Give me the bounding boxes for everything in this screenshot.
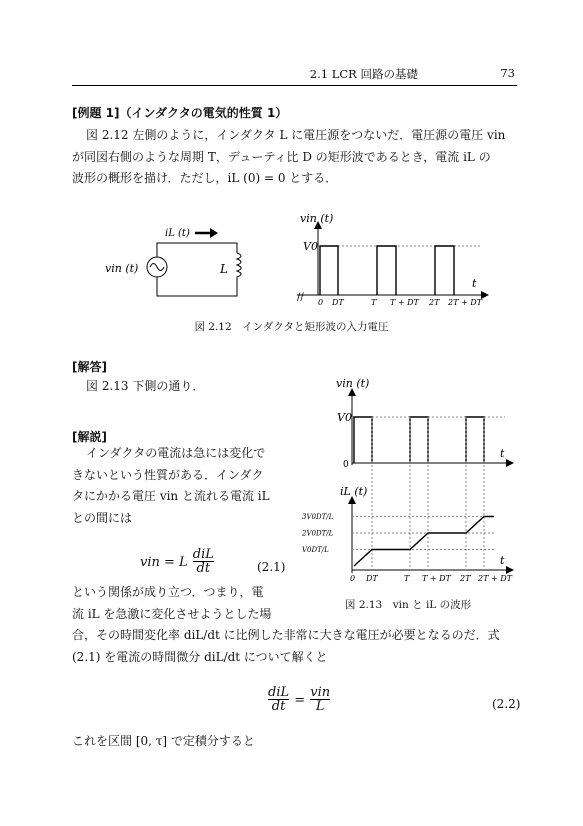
square-wave-pulse xyxy=(320,246,454,295)
tick-labels xyxy=(318,298,483,307)
level-label-1: 2V0DT/L xyxy=(302,529,334,538)
bottom-tick-label-3: T + DT xyxy=(422,574,451,583)
vin-square-wave-trace xyxy=(354,417,484,463)
explanation-line: きないという性質がある．インダク xyxy=(72,467,264,482)
source-label: vin (t) xyxy=(105,262,139,275)
plot-ylabel: vin (t) xyxy=(300,212,334,225)
inductor-label: L xyxy=(220,262,228,276)
closing-text: これを区間 [0, τ] で定積分すると xyxy=(72,734,255,748)
top-t-label: t xyxy=(500,447,505,460)
explanation-line: 合，その時間変化率 diL/dt に比例した非常に大きな電圧が必要となるのだ．式 xyxy=(72,628,500,642)
explanation-heading: [解説] xyxy=(72,430,107,444)
il-waveform-plot xyxy=(301,417,514,583)
eq2-right-fraction xyxy=(310,686,330,713)
level-labels xyxy=(301,513,334,554)
eq1-fraction xyxy=(193,548,214,575)
eq2-right-numerator: vin xyxy=(310,685,331,700)
tick-label-1: DT xyxy=(332,298,344,307)
explanation-line: 流 iL を急激に変化させようとした場 xyxy=(72,606,272,621)
equation-number-2-2: (2.2) xyxy=(492,697,521,711)
bottom-t-label: t xyxy=(500,554,505,567)
top-ylabel: vin (t) xyxy=(336,377,370,390)
equation-2-2 xyxy=(268,686,330,713)
t-label: t xyxy=(472,277,477,290)
equation-number-2-1: (2.1) xyxy=(257,560,286,574)
eq2-left-fraction xyxy=(268,686,289,713)
answer-text: 図 2.13 下側の通り． xyxy=(86,379,205,393)
level-label-2: V0DT/L xyxy=(302,546,329,554)
explanation-text-2 xyxy=(72,582,500,668)
tick-label-0: 0 xyxy=(318,298,324,307)
current-label: iL (t) xyxy=(165,228,190,239)
eq2-right-denominator: L xyxy=(315,699,325,714)
eq2-equals: = xyxy=(294,693,306,708)
explanation-text xyxy=(72,443,270,529)
example-text xyxy=(72,125,505,190)
bottom-tick-label-1: DT xyxy=(366,574,378,583)
explanation-line: (2.1) を電流の時間微分 diL/dt について解くと xyxy=(72,649,328,664)
figure-2-13 xyxy=(300,370,530,590)
il-ramp-trace xyxy=(354,517,494,567)
vin-pulse xyxy=(354,417,484,463)
top-v0-label: V0 xyxy=(337,411,352,424)
top-x-axis-arrow-icon xyxy=(506,459,514,467)
bottom-tick-labels xyxy=(350,574,513,583)
bottom-tick-label-4: 2T xyxy=(460,574,471,583)
tick-label-5: 2T + DT xyxy=(448,298,482,307)
eq1-numerator: diL xyxy=(192,547,214,562)
bottom-x-axis-arrow-icon xyxy=(506,566,514,574)
tick-label-2: T xyxy=(371,298,377,307)
explanation-line: という関係が成り立つ．つまり，電 xyxy=(72,585,264,599)
level-label-0: 3V0DT/L xyxy=(302,513,334,521)
figure-2-13-caption: 図 2.13 vin と iL の波形 xyxy=(345,599,472,611)
bottom-tick-label-0: 0 xyxy=(350,574,356,583)
running-header-title: 2.1 LCR 回路の基礎 xyxy=(309,67,418,81)
vin-waveform-plot xyxy=(336,377,514,470)
tick-label-3: T + DT xyxy=(390,298,419,307)
tick-label-4: 2T xyxy=(429,298,440,307)
eq2-left-denominator: dt xyxy=(271,699,286,714)
axis-break-icon: // xyxy=(297,292,304,303)
top-zero-label: 0 xyxy=(343,460,349,470)
eq1-lhs: vin = L xyxy=(140,555,188,570)
answer-heading: [解答] xyxy=(72,360,107,374)
level-guides xyxy=(352,517,494,550)
example-line: が同図右側のような周期 T，デューティ比 D の矩形波であるとき，電流 iL の xyxy=(72,149,491,164)
eq1-denominator: dt xyxy=(196,561,211,576)
x-axis-arrow-icon xyxy=(481,291,489,299)
input-voltage-plot xyxy=(297,212,489,307)
square-wave-trace xyxy=(320,246,454,295)
figure-2-12-caption: 図 2.12 インダクタと矩形波の入力電圧 xyxy=(194,321,389,333)
explanation-line: との間には xyxy=(72,510,133,525)
equation-2-1 xyxy=(140,548,214,575)
example-line: 波形の概形を描け．ただし，iL (0) = 0 とする． xyxy=(72,171,338,185)
explanation-line: タにかかる電圧 vin と流れる電流 iL xyxy=(72,489,270,503)
bottom-ylabel: iL (t) xyxy=(340,485,368,498)
example-line: 図 2.12 左側のように，インダクタ L に電圧源をつないだ．電圧源の電圧 vin xyxy=(86,128,506,142)
explanation-line: インダクタの電流は急には変化で xyxy=(86,446,266,460)
page-number: 73 xyxy=(500,66,515,80)
v0-label: V0 xyxy=(303,240,318,253)
bottom-tick-label-2: T xyxy=(404,574,410,583)
eq2-left-numerator: diL xyxy=(268,685,290,700)
example-heading: [例題 1]（インダクタの電気的性質 1） xyxy=(72,106,288,120)
lc-circuit-diagram xyxy=(147,228,246,296)
header-rule xyxy=(72,85,517,86)
figure-2-12 xyxy=(100,205,500,315)
bottom-tick-label-5: 2T + DT xyxy=(478,574,512,583)
